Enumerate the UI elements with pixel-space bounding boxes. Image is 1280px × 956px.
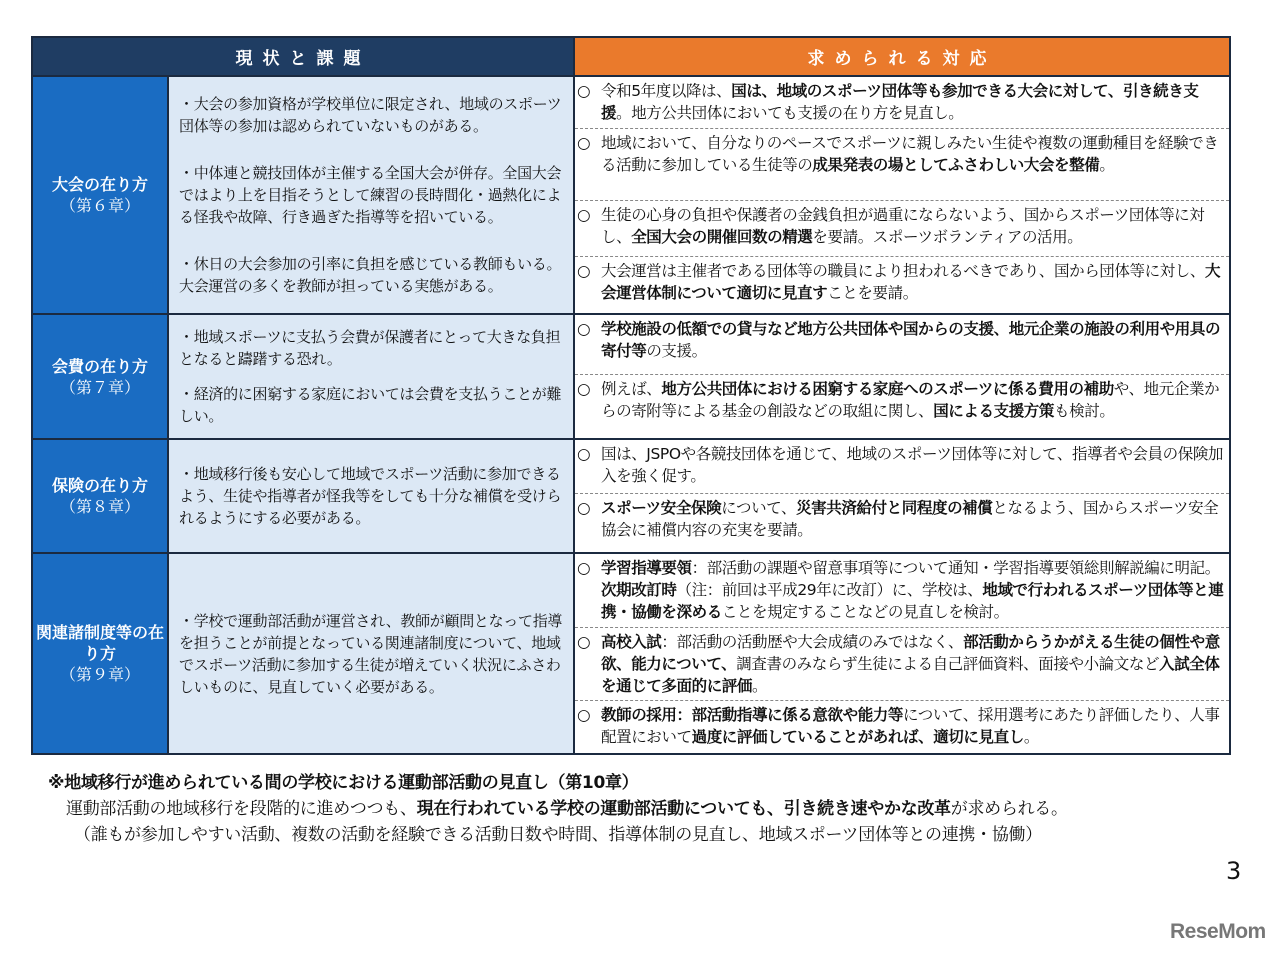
response-plain-text: 。地方公共団体においても支援の在り方を見直し。	[616, 104, 964, 122]
row-category	[33, 440, 169, 552]
response-plain-text: 生徒の心身の負担や保護者の金銭負担が過重にならないよう、国からスポーツ団体等に対し、	[601, 206, 1205, 246]
responses-cell	[573, 315, 1229, 438]
response-item	[575, 200, 1229, 256]
response-bold-text: 高校入試	[601, 633, 662, 651]
response-plain-text: 。	[752, 677, 768, 695]
response-bold-text: 過度に評価していることがあれば、適切に見直し	[691, 728, 1024, 746]
response-bold-text: 学校施設の低額での貸与など地方公共団体や国からの支援、地元企業の施設の利用や用具の寄付等	[601, 320, 1221, 360]
circle-bullet-icon: ○	[577, 499, 591, 517]
response-item	[575, 554, 1229, 627]
category-title: 関連諸制度等の在り方	[35, 623, 164, 663]
footer-heading: ※地域移行が進められている間の学校における運動部活動の見直し（第10章）	[48, 773, 639, 793]
issue-text: ・地域スポーツに支払う会費が保護者にとって大きな負担となると躊躇する恐れ。	[179, 327, 561, 368]
category-chapter: （第８章）	[59, 497, 140, 516]
header-required-responses: 求められる対応	[573, 38, 1229, 75]
response-plain-text: ：部活動の課題や留意事項等について通知・学習指導要領総則解説編に明記。	[691, 559, 1220, 577]
responses-cell	[573, 440, 1229, 552]
response-bold-text: 入試全体を通じて多面的に評価	[601, 655, 1220, 695]
response-item	[575, 374, 1229, 438]
response-bold-text: 学習指導要領	[601, 559, 692, 577]
policy-table	[31, 36, 1231, 755]
table-row	[33, 552, 1229, 753]
response-text	[601, 378, 1225, 436]
response-text	[601, 443, 1225, 491]
response-item	[575, 77, 1229, 128]
response-text	[601, 704, 1225, 751]
responses-cell	[573, 77, 1229, 313]
circle-bullet-icon: ○	[577, 206, 591, 224]
response-bold-text: 部活動からうかがえる生徒の個性や意欲、能力について、	[601, 633, 1220, 673]
category-title: 保険の在り方	[51, 476, 148, 495]
response-item	[575, 700, 1229, 753]
issue-text: ・学校で運動部活動が運営され、教師が顧問となって指導を担うことが前提となっている関連諸制度について、地域でスポーツ活動に参加する生徒が増えていく状況にふさわしいものに、見直していく必要がある。	[179, 611, 563, 696]
footer-bold-text: 現在行われている学校の運動部活動についても、引き続き速やかな改革	[416, 799, 951, 819]
response-bold-text: 大会運営体制について適切に見直す	[601, 262, 1221, 302]
response-plain-text: を要請。スポーツボランティアの活用。	[812, 228, 1083, 246]
footer-body	[48, 796, 1068, 822]
response-bold-text: 国は、地域のスポーツ団体等も参加できる大会に対して、引き続き支援	[601, 82, 1199, 122]
circle-bullet-icon: ○	[577, 445, 591, 463]
issue-text: ・地域移行後も安心して地域でスポーツ活動に参加できるよう、生徒や指導者が怪我等をしても十分な補償を受けられるようにする必要がある。	[179, 465, 562, 527]
response-item	[575, 128, 1229, 200]
category-chapter: （第９章）	[59, 665, 140, 684]
response-text	[601, 132, 1225, 198]
response-bold-text: 地方公共団体における困窮する家庭へのスポーツに係る費用の補助	[661, 380, 1114, 398]
category-chapter: （第６章）	[59, 196, 140, 215]
table-row	[33, 75, 1229, 313]
response-text	[601, 631, 1225, 698]
response-text	[601, 557, 1225, 625]
response-plain-text: 調査書のみならず生徒による自己評価資料、面接や小論文など	[736, 655, 1160, 673]
issue-text: ・休日の大会参加の引率に負担を感じている教師もいる。大会運営の多くを教師が担っている実態がある。	[179, 254, 562, 295]
issues-cell	[169, 77, 573, 313]
circle-bullet-icon: ○	[577, 706, 591, 724]
issues-cell	[169, 315, 573, 438]
response-text	[601, 204, 1225, 254]
response-item	[575, 440, 1229, 493]
response-plain-text: 令和5年度以降は、	[601, 82, 732, 100]
footer-text: が求められる。	[950, 799, 1068, 819]
response-item	[575, 493, 1229, 552]
footer-note	[48, 770, 1068, 848]
response-bold-text: スポーツ安全保険	[601, 499, 722, 517]
response-item	[575, 315, 1229, 374]
response-item	[575, 627, 1229, 700]
footer-parenthetical: （誰もが参加しやすい活動、複数の活動を経験できる活動日数や時間、指導体制の見直し、地域スポーツ団体等との連携・協働）	[74, 825, 1042, 845]
page-number: 3	[1226, 857, 1242, 885]
table-header	[33, 38, 1229, 75]
response-bold-text: 教師の採用：部活動指導に係る意欲や能力等	[601, 706, 904, 724]
issues-cell	[169, 554, 573, 753]
response-plain-text: ことを規定することなどの見直しを検討。	[721, 603, 1009, 621]
circle-bullet-icon: ○	[577, 134, 591, 152]
circle-bullet-icon: ○	[577, 320, 591, 338]
response-text	[601, 497, 1225, 550]
response-bold-text: 地域で行われるスポーツ団体等と連携・協働を深める	[601, 581, 1224, 621]
row-category	[33, 315, 169, 438]
response-plain-text: について、	[721, 499, 797, 517]
response-plain-text: 例えば、	[601, 380, 662, 398]
response-plain-text: や、地元企業からの寄附等による基金の創設などの取組に関し、	[601, 380, 1220, 420]
table-row	[33, 313, 1229, 438]
response-plain-text: 国は、JSPOや各競技団体を通じて、地域のスポーツ団体等に対して、指導者や会員の保険加入を強く促す。	[601, 445, 1224, 485]
circle-bullet-icon: ○	[577, 380, 591, 398]
row-category	[33, 554, 169, 753]
table-row	[33, 438, 1229, 552]
response-plain-text: となるよう、国からスポーツ安全協会に補償内容の充実を要請。	[601, 499, 1219, 539]
response-plain-text: について、採用選考にあたり評価したり、人事配置において	[601, 706, 1220, 746]
circle-bullet-icon: ○	[577, 559, 591, 577]
response-plain-text: 。	[1099, 156, 1115, 174]
circle-bullet-icon: ○	[577, 633, 591, 651]
issue-text: ・中体連と競技団体が主催する全国大会が併存。全国大会ではより上を目指そうとして練習の長時間化・過熱化による怪我や故障、行き過ぎた指導等を招いている。	[179, 163, 562, 226]
issue-text: ・経済的に困窮する家庭においては会費を支払うことが難しい。	[179, 385, 562, 426]
category-title: 会費の在り方	[51, 356, 148, 376]
response-plain-text: 大会運営は主催者である団体等の職員により担われるべきであり、国から団体等に対し、	[601, 262, 1206, 280]
response-plain-text: 地域において、自分なりのペースでスポーツに親しみたい生徒や複数の運動種目を経験できる活動に参加している生徒等の	[601, 134, 1219, 174]
response-bold-text: 災害共済給付と同程度の補償	[796, 499, 993, 517]
header-current-issues: 現状と課題	[33, 38, 573, 75]
response-text	[601, 260, 1225, 311]
issue-text: ・大会の参加資格が学校単位に限定され、地域のスポーツ団体等の参加は認められていないものがある。	[179, 95, 562, 136]
footer-text: 運動部活動の地域移行を段階的に進めつつも、	[66, 799, 417, 819]
circle-bullet-icon: ○	[577, 82, 591, 100]
category-chapter: （第７章）	[59, 377, 140, 397]
response-plain-text: ：部活動の活動歴や大会成績のみではなく、	[661, 633, 964, 651]
response-text	[601, 318, 1225, 372]
response-plain-text: 。	[1023, 728, 1039, 746]
response-plain-text: の支援。	[646, 342, 707, 360]
row-category	[33, 77, 169, 313]
circle-bullet-icon: ○	[577, 262, 591, 280]
response-text	[601, 80, 1225, 126]
response-bold-text: 成果発表の場としてふさわしい大会を整備	[812, 156, 1100, 174]
category-title: 大会の在り方	[51, 175, 148, 194]
response-plain-text: （注：前回は平成29年に改訂）に、学校は、	[676, 581, 983, 599]
response-bold-text: 国による支援方策	[933, 402, 1055, 420]
response-bold-text: 全国大会の開催回数の精選	[631, 228, 813, 246]
responses-cell	[573, 554, 1229, 753]
resemom-logo: ReseMom	[1170, 920, 1266, 943]
response-item	[575, 256, 1229, 313]
response-plain-text: ことを要請。	[827, 284, 918, 302]
response-plain-text: も検討。	[1054, 402, 1115, 420]
response-bold-text: 次期改訂時	[601, 581, 677, 599]
issues-cell	[169, 440, 573, 552]
